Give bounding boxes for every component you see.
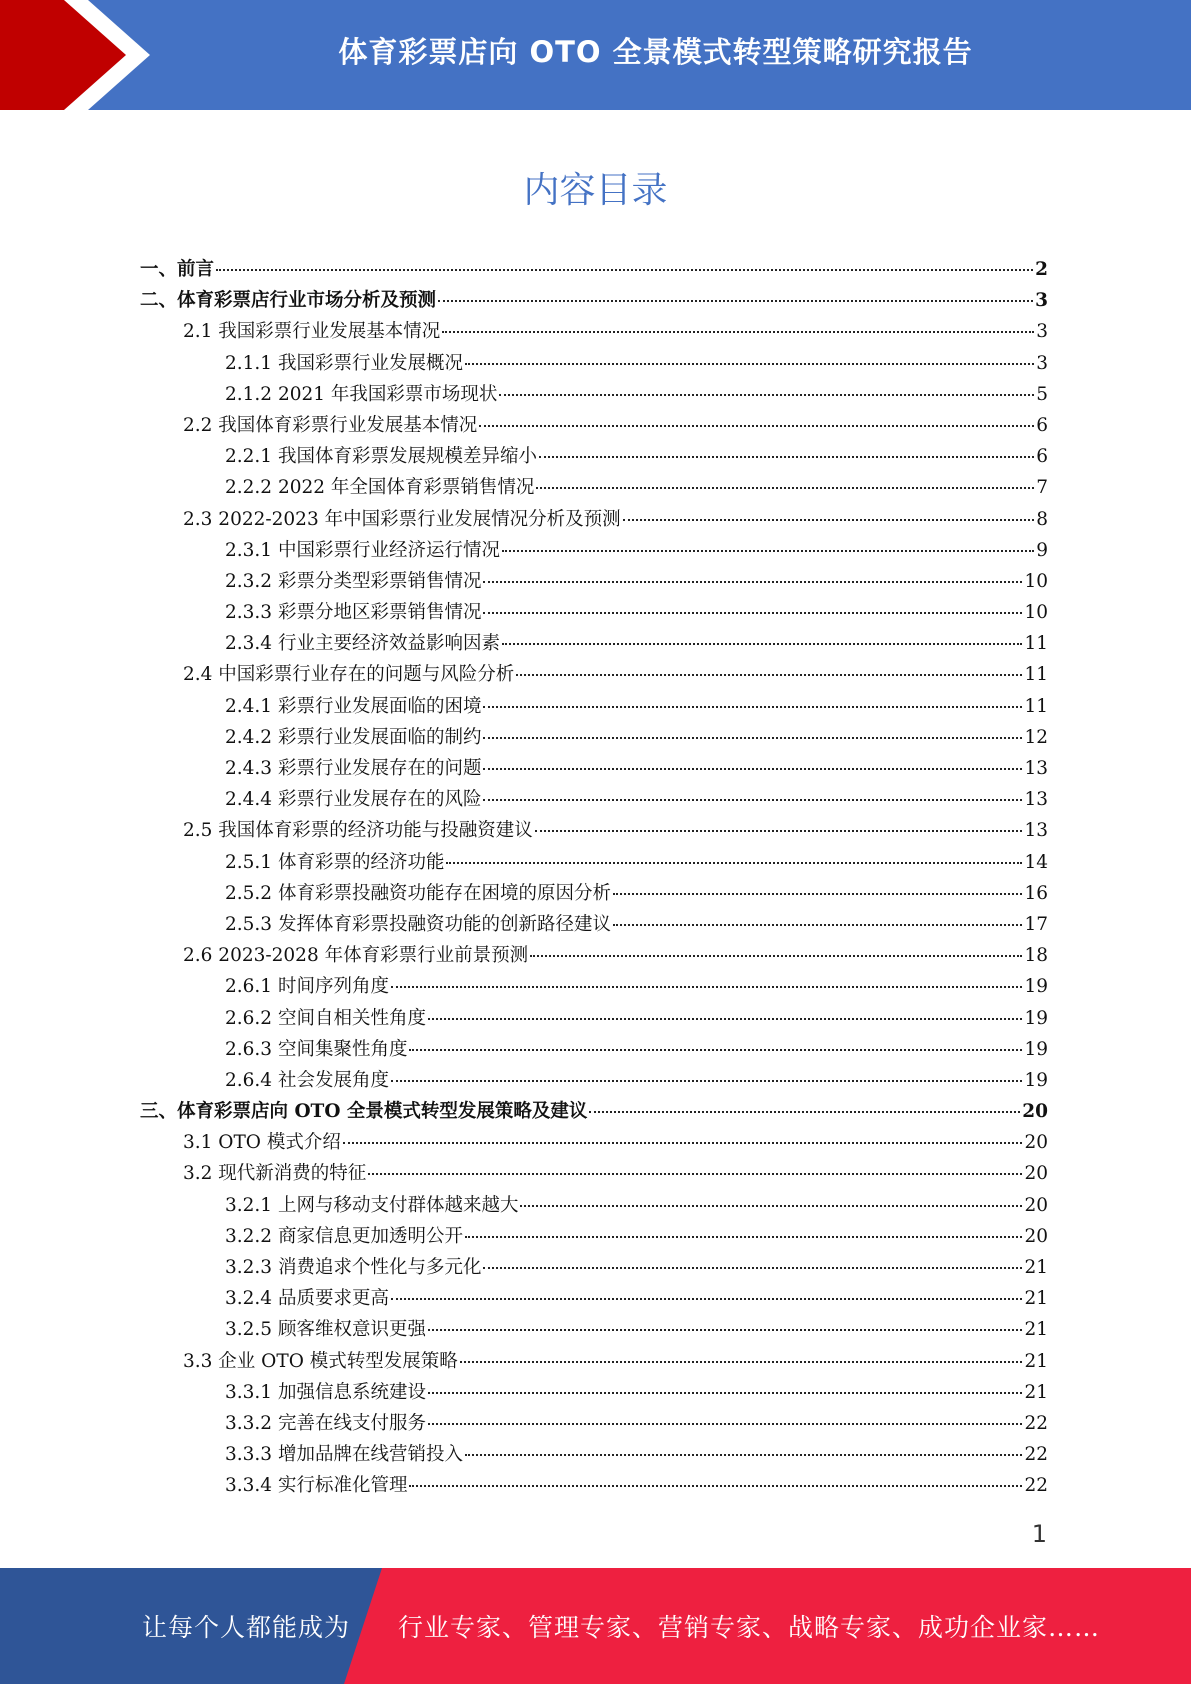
toc-entry-page: 7 bbox=[1036, 477, 1048, 499]
toc-entry[interactable] bbox=[140, 1190, 1048, 1221]
toc-entry-page: 10 bbox=[1024, 570, 1048, 592]
toc-entry-page: 14 bbox=[1024, 851, 1048, 873]
toc-entry[interactable] bbox=[140, 254, 1048, 285]
toc-entry-page: 22 bbox=[1024, 1412, 1048, 1434]
toc-entry-page: 19 bbox=[1024, 1069, 1048, 1091]
toc-entry-label: 3.3.4 实行标准化管理 bbox=[225, 1475, 408, 1497]
toc-entry[interactable] bbox=[140, 566, 1048, 597]
toc-dot-leader bbox=[483, 737, 1022, 739]
toc-entry[interactable] bbox=[140, 1377, 1048, 1408]
toc-entry-label: 2.6.3 空间集聚性角度 bbox=[225, 1038, 408, 1060]
toc-dot-leader bbox=[438, 300, 1033, 302]
toc-entry[interactable] bbox=[140, 971, 1048, 1002]
toc-entry-page: 3 bbox=[1036, 321, 1048, 343]
toc-entry-label: 2.1.2 2021 年我国彩票市场现状 bbox=[225, 383, 498, 405]
toc-entry-label: 2.4.1 彩票行业发展面临的困境 bbox=[225, 695, 482, 717]
toc-entry-page: 22 bbox=[1024, 1475, 1048, 1497]
toc-entry[interactable] bbox=[140, 1096, 1048, 1127]
toc-entry-page: 5 bbox=[1036, 383, 1048, 405]
toc-entry[interactable] bbox=[140, 1252, 1048, 1283]
toc-entry[interactable] bbox=[140, 410, 1048, 441]
toc-dot-leader bbox=[428, 1423, 1022, 1425]
toc-dot-leader bbox=[483, 1267, 1022, 1269]
toc-entry[interactable] bbox=[140, 1158, 1048, 1189]
toc-entry[interactable] bbox=[140, 1034, 1048, 1065]
toc-entry-label: 2.5.1 体育彩票的经济功能 bbox=[225, 851, 445, 873]
toc-dot-leader bbox=[535, 830, 1023, 832]
toc-entry-label: 2.3.1 中国彩票行业经济运行情况 bbox=[225, 539, 500, 561]
toc-entry-label: 2.4.3 彩票行业发展存在的问题 bbox=[225, 758, 482, 779]
toc-entry[interactable] bbox=[140, 1003, 1048, 1034]
footer-slogan-left: 让每个人都能成为 bbox=[142, 1613, 351, 1642]
chevron-arrow-icon bbox=[0, 0, 160, 110]
table-of-contents bbox=[140, 254, 1048, 1502]
toc-dot-leader bbox=[409, 1485, 1022, 1487]
toc-entry-label: 2.6.1 时间序列角度 bbox=[225, 976, 389, 998]
toc-entry-page: 9 bbox=[1036, 539, 1048, 561]
toc-dot-leader bbox=[516, 674, 1022, 676]
toc-entry[interactable] bbox=[140, 1470, 1048, 1501]
toc-dot-leader bbox=[428, 1392, 1022, 1394]
toc-entry[interactable] bbox=[140, 940, 1048, 971]
toc-entry-label: 2.5 我国体育彩票的经济功能与投融资建议 bbox=[183, 820, 533, 842]
toc-entry-label: 2.6.2 空间自相关性角度 bbox=[225, 1007, 426, 1029]
toc-dot-leader bbox=[428, 1018, 1022, 1020]
toc-entry-label: 2.2.2 2022 年全国体育彩票销售情况 bbox=[225, 477, 535, 499]
toc-entry[interactable] bbox=[140, 379, 1048, 410]
toc-entry-label: 3.3.1 加强信息系统建设 bbox=[225, 1381, 426, 1403]
toc-entry[interactable] bbox=[140, 1314, 1048, 1345]
toc-entry-page: 3 bbox=[1035, 290, 1048, 312]
toc-entry[interactable] bbox=[140, 1283, 1048, 1314]
toc-entry-page: 11 bbox=[1024, 695, 1048, 717]
toc-dot-leader bbox=[343, 1142, 1023, 1144]
toc-entry-page: 21 bbox=[1024, 1288, 1048, 1310]
toc-entry-label: 3.2.3 消费追求个性化与多元化 bbox=[225, 1257, 482, 1278]
toc-dot-leader bbox=[391, 986, 1022, 988]
toc-entry[interactable] bbox=[140, 784, 1048, 815]
toc-entry-page: 11 bbox=[1024, 633, 1048, 655]
toc-entry[interactable] bbox=[140, 1408, 1048, 1439]
toc-entry-label: 3.3.2 完善在线支付服务 bbox=[225, 1412, 426, 1434]
toc-entry-label: 2.1.1 我国彩票行业发展概况 bbox=[225, 352, 463, 374]
footer-banner bbox=[0, 1568, 1191, 1684]
toc-entry[interactable] bbox=[140, 722, 1048, 753]
toc-entry-page: 20 bbox=[1022, 1101, 1048, 1123]
toc-dot-leader bbox=[460, 1361, 1023, 1363]
toc-dot-leader bbox=[536, 487, 1034, 489]
toc-entry-label: 3.2.1 上网与移动支付群体越来越大 bbox=[225, 1194, 519, 1216]
toc-entry-page: 12 bbox=[1024, 726, 1048, 748]
toc-entry-page: 13 bbox=[1024, 758, 1048, 779]
toc-entry[interactable] bbox=[140, 535, 1048, 566]
toc-dot-leader bbox=[428, 1329, 1022, 1331]
toc-entry-page: 13 bbox=[1024, 789, 1048, 811]
toc-entry-label: 2.3.3 彩票分地区彩票销售情况 bbox=[225, 602, 482, 624]
toc-dot-leader bbox=[483, 768, 1022, 770]
toc-entry[interactable] bbox=[140, 285, 1048, 316]
toc-entry-label: 2.4.2 彩票行业发展面临的制约 bbox=[225, 726, 482, 748]
toc-dot-leader bbox=[502, 643, 1022, 645]
toc-dot-leader bbox=[465, 1454, 1022, 1456]
toc-entry[interactable] bbox=[140, 1127, 1048, 1158]
toc-entry-label: 3.2.4 品质要求更高 bbox=[225, 1288, 389, 1310]
toc-dot-leader bbox=[483, 581, 1022, 583]
toc-dot-leader bbox=[589, 1111, 1020, 1113]
toc-heading: 内容目录 bbox=[523, 170, 668, 211]
toc-entry-label: 2.6.4 社会发展角度 bbox=[225, 1069, 389, 1091]
toc-entry-label: 2.5.2 体育彩票投融资功能存在困境的原因分析 bbox=[225, 882, 611, 904]
report-header-band bbox=[0, 0, 1191, 110]
toc-dot-leader bbox=[613, 924, 1022, 926]
toc-entry-label: 2.3 2022-2023 年中国彩票行业发展情况分析及预测 bbox=[183, 508, 621, 530]
page-number: 1 bbox=[1031, 1520, 1047, 1548]
toc-entry-label: 2.4.4 彩票行业发展存在的风险 bbox=[225, 789, 482, 811]
toc-entry-label: 2.2 我国体育彩票行业发展基本情况 bbox=[183, 414, 478, 436]
toc-entry[interactable] bbox=[140, 472, 1048, 503]
toc-dot-leader bbox=[446, 862, 1022, 864]
toc-entry-page: 17 bbox=[1024, 913, 1048, 935]
toc-dot-leader bbox=[465, 363, 1034, 365]
toc-entry-page: 20 bbox=[1024, 1225, 1048, 1247]
toc-entry[interactable] bbox=[140, 753, 1048, 784]
toc-dot-leader bbox=[623, 519, 1035, 521]
toc-entry-page: 18 bbox=[1024, 945, 1048, 967]
toc-dot-leader bbox=[483, 706, 1022, 708]
toc-entry-page: 11 bbox=[1024, 664, 1048, 686]
toc-entry[interactable] bbox=[140, 504, 1048, 535]
toc-entry-page: 19 bbox=[1024, 1007, 1048, 1029]
toc-entry[interactable] bbox=[140, 847, 1048, 878]
toc-entry-page: 19 bbox=[1024, 976, 1048, 998]
toc-entry[interactable] bbox=[140, 1439, 1048, 1470]
toc-entry-label: 3.2.5 顾客维权意识更强 bbox=[225, 1319, 426, 1341]
toc-dot-leader bbox=[216, 269, 1033, 271]
toc-dot-leader bbox=[442, 331, 1034, 333]
toc-entry-page: 13 bbox=[1024, 820, 1048, 842]
toc-dot-leader bbox=[479, 425, 1034, 427]
footer-slogan-right: 行业专家、管理专家、营销专家、战略专家、成功企业家…… bbox=[398, 1613, 1101, 1642]
toc-entry[interactable] bbox=[140, 628, 1048, 659]
toc-entry[interactable] bbox=[140, 691, 1048, 722]
toc-entry-page: 2 bbox=[1035, 259, 1048, 280]
toc-entry-label: 一、前言 bbox=[140, 259, 215, 280]
toc-entry-page: 10 bbox=[1024, 602, 1048, 624]
toc-entry[interactable] bbox=[140, 441, 1048, 472]
toc-dot-leader bbox=[502, 550, 1034, 552]
toc-entry-page: 21 bbox=[1024, 1319, 1048, 1341]
toc-dot-leader bbox=[391, 1080, 1022, 1082]
toc-entry[interactable] bbox=[140, 348, 1048, 379]
toc-entry-page: 20 bbox=[1024, 1132, 1048, 1154]
toc-entry-label: 3.2.2 商家信息更加透明公开 bbox=[225, 1225, 463, 1247]
toc-entry-page: 19 bbox=[1024, 1038, 1048, 1060]
toc-dot-leader bbox=[539, 456, 1034, 458]
toc-dot-leader bbox=[409, 1049, 1022, 1051]
toc-entry-label: 2.4 中国彩票行业存在的问题与风险分析 bbox=[183, 664, 515, 686]
toc-dot-leader bbox=[520, 1205, 1022, 1207]
toc-entry[interactable] bbox=[140, 909, 1048, 940]
toc-entry-label: 2.3.4 行业主要经济效益影响因素 bbox=[225, 633, 500, 655]
toc-entry[interactable] bbox=[140, 316, 1048, 347]
toc-entry-page: 21 bbox=[1024, 1350, 1048, 1372]
toc-entry-label: 2.1 我国彩票行业发展基本情况 bbox=[183, 321, 441, 343]
toc-dot-leader bbox=[530, 955, 1022, 957]
toc-entry-label: 2.3.2 彩票分类型彩票销售情况 bbox=[225, 570, 482, 592]
toc-entry-page: 20 bbox=[1024, 1194, 1048, 1216]
toc-dot-leader bbox=[368, 1173, 1022, 1175]
toc-entry[interactable] bbox=[140, 878, 1048, 909]
toc-dot-leader bbox=[465, 1236, 1022, 1238]
toc-entry[interactable] bbox=[140, 597, 1048, 628]
toc-entry-label: 3.2 现代新消费的特征 bbox=[183, 1163, 367, 1185]
toc-entry-page: 8 bbox=[1036, 508, 1048, 530]
toc-entry-label: 三、体育彩票店向 OTO 全景模式转型发展策略及建议 bbox=[140, 1101, 588, 1123]
toc-entry-label: 2.2.1 我国体育彩票发展规模差异缩小 bbox=[225, 446, 537, 468]
toc-dot-leader bbox=[483, 799, 1022, 801]
toc-entry-label: 3.3 企业 OTO 模式转型发展策略 bbox=[183, 1350, 458, 1372]
toc-entry-label: 3.1 OTO 模式介绍 bbox=[183, 1132, 341, 1154]
toc-entry[interactable] bbox=[140, 1221, 1048, 1252]
toc-entry-page: 21 bbox=[1024, 1381, 1048, 1403]
toc-dot-leader bbox=[499, 394, 1034, 396]
toc-entry-page: 6 bbox=[1036, 446, 1048, 468]
toc-dot-leader bbox=[613, 893, 1022, 895]
toc-entry[interactable] bbox=[140, 1065, 1048, 1096]
toc-entry[interactable] bbox=[140, 1346, 1048, 1377]
toc-entry-page: 20 bbox=[1024, 1163, 1048, 1185]
toc-entry-label: 2.5.3 发挥体育彩票投融资功能的创新路径建议 bbox=[225, 913, 611, 935]
toc-entry-label: 2.6 2023-2028 年体育彩票行业前景预测 bbox=[183, 945, 529, 967]
toc-dot-leader bbox=[483, 612, 1022, 614]
toc-entry[interactable] bbox=[140, 659, 1048, 690]
toc-entry-page: 6 bbox=[1036, 414, 1048, 436]
toc-entry-label: 二、体育彩票店行业市场分析及预测 bbox=[140, 290, 437, 312]
toc-entry-page: 16 bbox=[1024, 882, 1048, 904]
toc-dot-leader bbox=[391, 1298, 1022, 1300]
toc-entry[interactable] bbox=[140, 815, 1048, 846]
toc-entry-page: 21 bbox=[1024, 1257, 1048, 1278]
toc-entry-label: 3.3.3 增加品牌在线营销投入 bbox=[225, 1444, 463, 1466]
toc-entry-page: 3 bbox=[1036, 352, 1048, 374]
toc-entry-page: 22 bbox=[1024, 1444, 1048, 1466]
report-title: 体育彩票店向 OTO 全景模式转型策略研究报告 bbox=[338, 34, 973, 69]
